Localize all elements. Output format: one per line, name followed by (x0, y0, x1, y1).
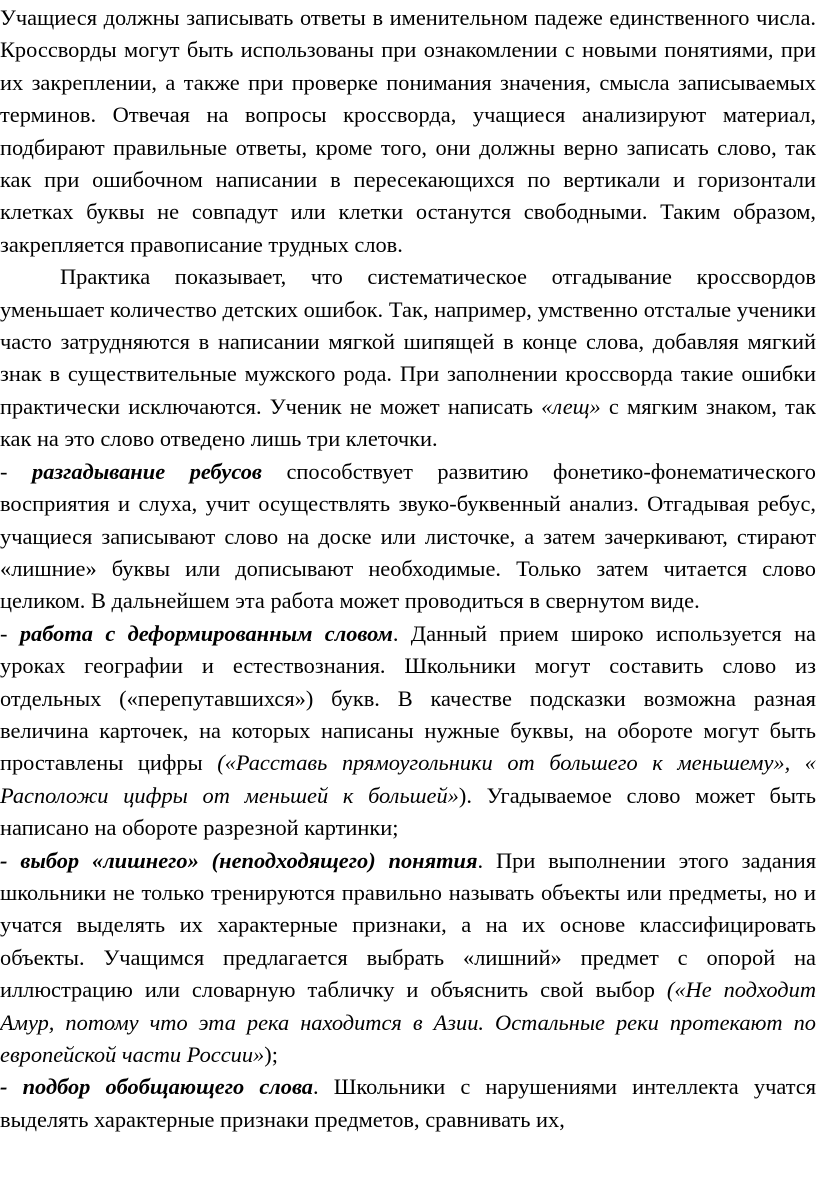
bold-term: - подбор обобщающего слова (0, 1074, 313, 1100)
text-run: . Школьники с нарушениями интеллекта учатся выделять характерные признаки предметов, сравнивать их, (0, 1074, 816, 1132)
text-run: Учащиеся должны записывать ответы в именительном падеже единственного числа. Кроссворды могут быть использованы при ознакомлении с новыми понятиями, при их закреплении, а также при проверке понимания значения, смысла записываемых терминов. Отвечая на вопросы кроссворда, учащиеся анализируют материал, подбирают правильные ответы, кроме того, они должны верно записать слово, так как при ошибочном написании в пересекающихся по вертикали и горизонтали клетках буквы не совпадут или клетки останутся свободными. Таким образом, закрепляется правописание трудных слов. (0, 5, 816, 257)
paragraph-odd-one-out (0, 845, 816, 1072)
paragraph-crossword-answers (0, 2, 816, 261)
text-run: ); (264, 1042, 278, 1067)
bold-term: - выбор «лишнего» (неподходящего) понятия (0, 847, 478, 873)
list-dash: - (0, 458, 33, 484)
italic-example: «лещ» (541, 393, 601, 419)
italic-example: («Не подходит Амур, потому что эта река находится в Азии. Остальные реки протекают по европейской части России» (0, 977, 816, 1067)
paragraph-rebus (0, 456, 816, 618)
paragraph-generalizing-word (0, 1071, 816, 1136)
bold-term: разгадывание ребусов (32, 458, 262, 484)
text-run: . При выполнении этого задания школьники не только тренируются правильно называть объекты или предметы, но и учатся выделять их характерные признаки, а на их основе классифицировать объекты. Учащимся предлагается выбрать «лишний» предмет с опорой на иллюстрацию или словарную табличку и объяснить свой выбор (0, 847, 816, 1003)
list-dash: - (0, 620, 20, 646)
text-run: способствует развитию фонетико-фонематического восприятия и слуха, учит осуществлять звуко-буквенный анализ. Отгадывая ребус, учащиеся записывают слово на доске или листочке, а затем зачеркивают, стирают «лишние» буквы или дописывают необходимые. Только затем читается слово целиком. В дальнейшем эта работа может проводиться в свернутом виде. (0, 458, 816, 614)
text-run: . Данный прием широко используется на уроках географии и естествознания. Школьники могут составить слово из отдельных («перепутавшихся») букв. В качестве подсказки возможна разная величина карточек, на которых написаны нужные буквы, на обороте могут быть проставлены цифры (0, 620, 816, 776)
italic-example: («Расставь прямоугольники от большего к меньшему», « Расположи цифры от меньшей к большей» (0, 750, 816, 808)
bold-term: работа с деформированным словом (19, 620, 393, 646)
paragraph-deformed-word (0, 618, 816, 845)
text-run: ). Угадываемое слово может быть написано на обороте разрезной картинки; (0, 782, 816, 841)
text-run: с мягким знаком, так как на это слово отведено лишь три клеточки. (0, 393, 816, 452)
paragraph-crossword-practice (0, 261, 816, 455)
text-run: Практика показывает, что систематическое отгадывание кроссвордов уменьшает количество детских ошибок. Так, например, умственно отсталые ученики часто затрудняются в написании мягкой шипящей в конце слова, добавляя мягкий знак в существительные мужского рода. При заполнении кроссворда такие ошибки практически исключаются. Ученик не может написать (0, 264, 816, 419)
